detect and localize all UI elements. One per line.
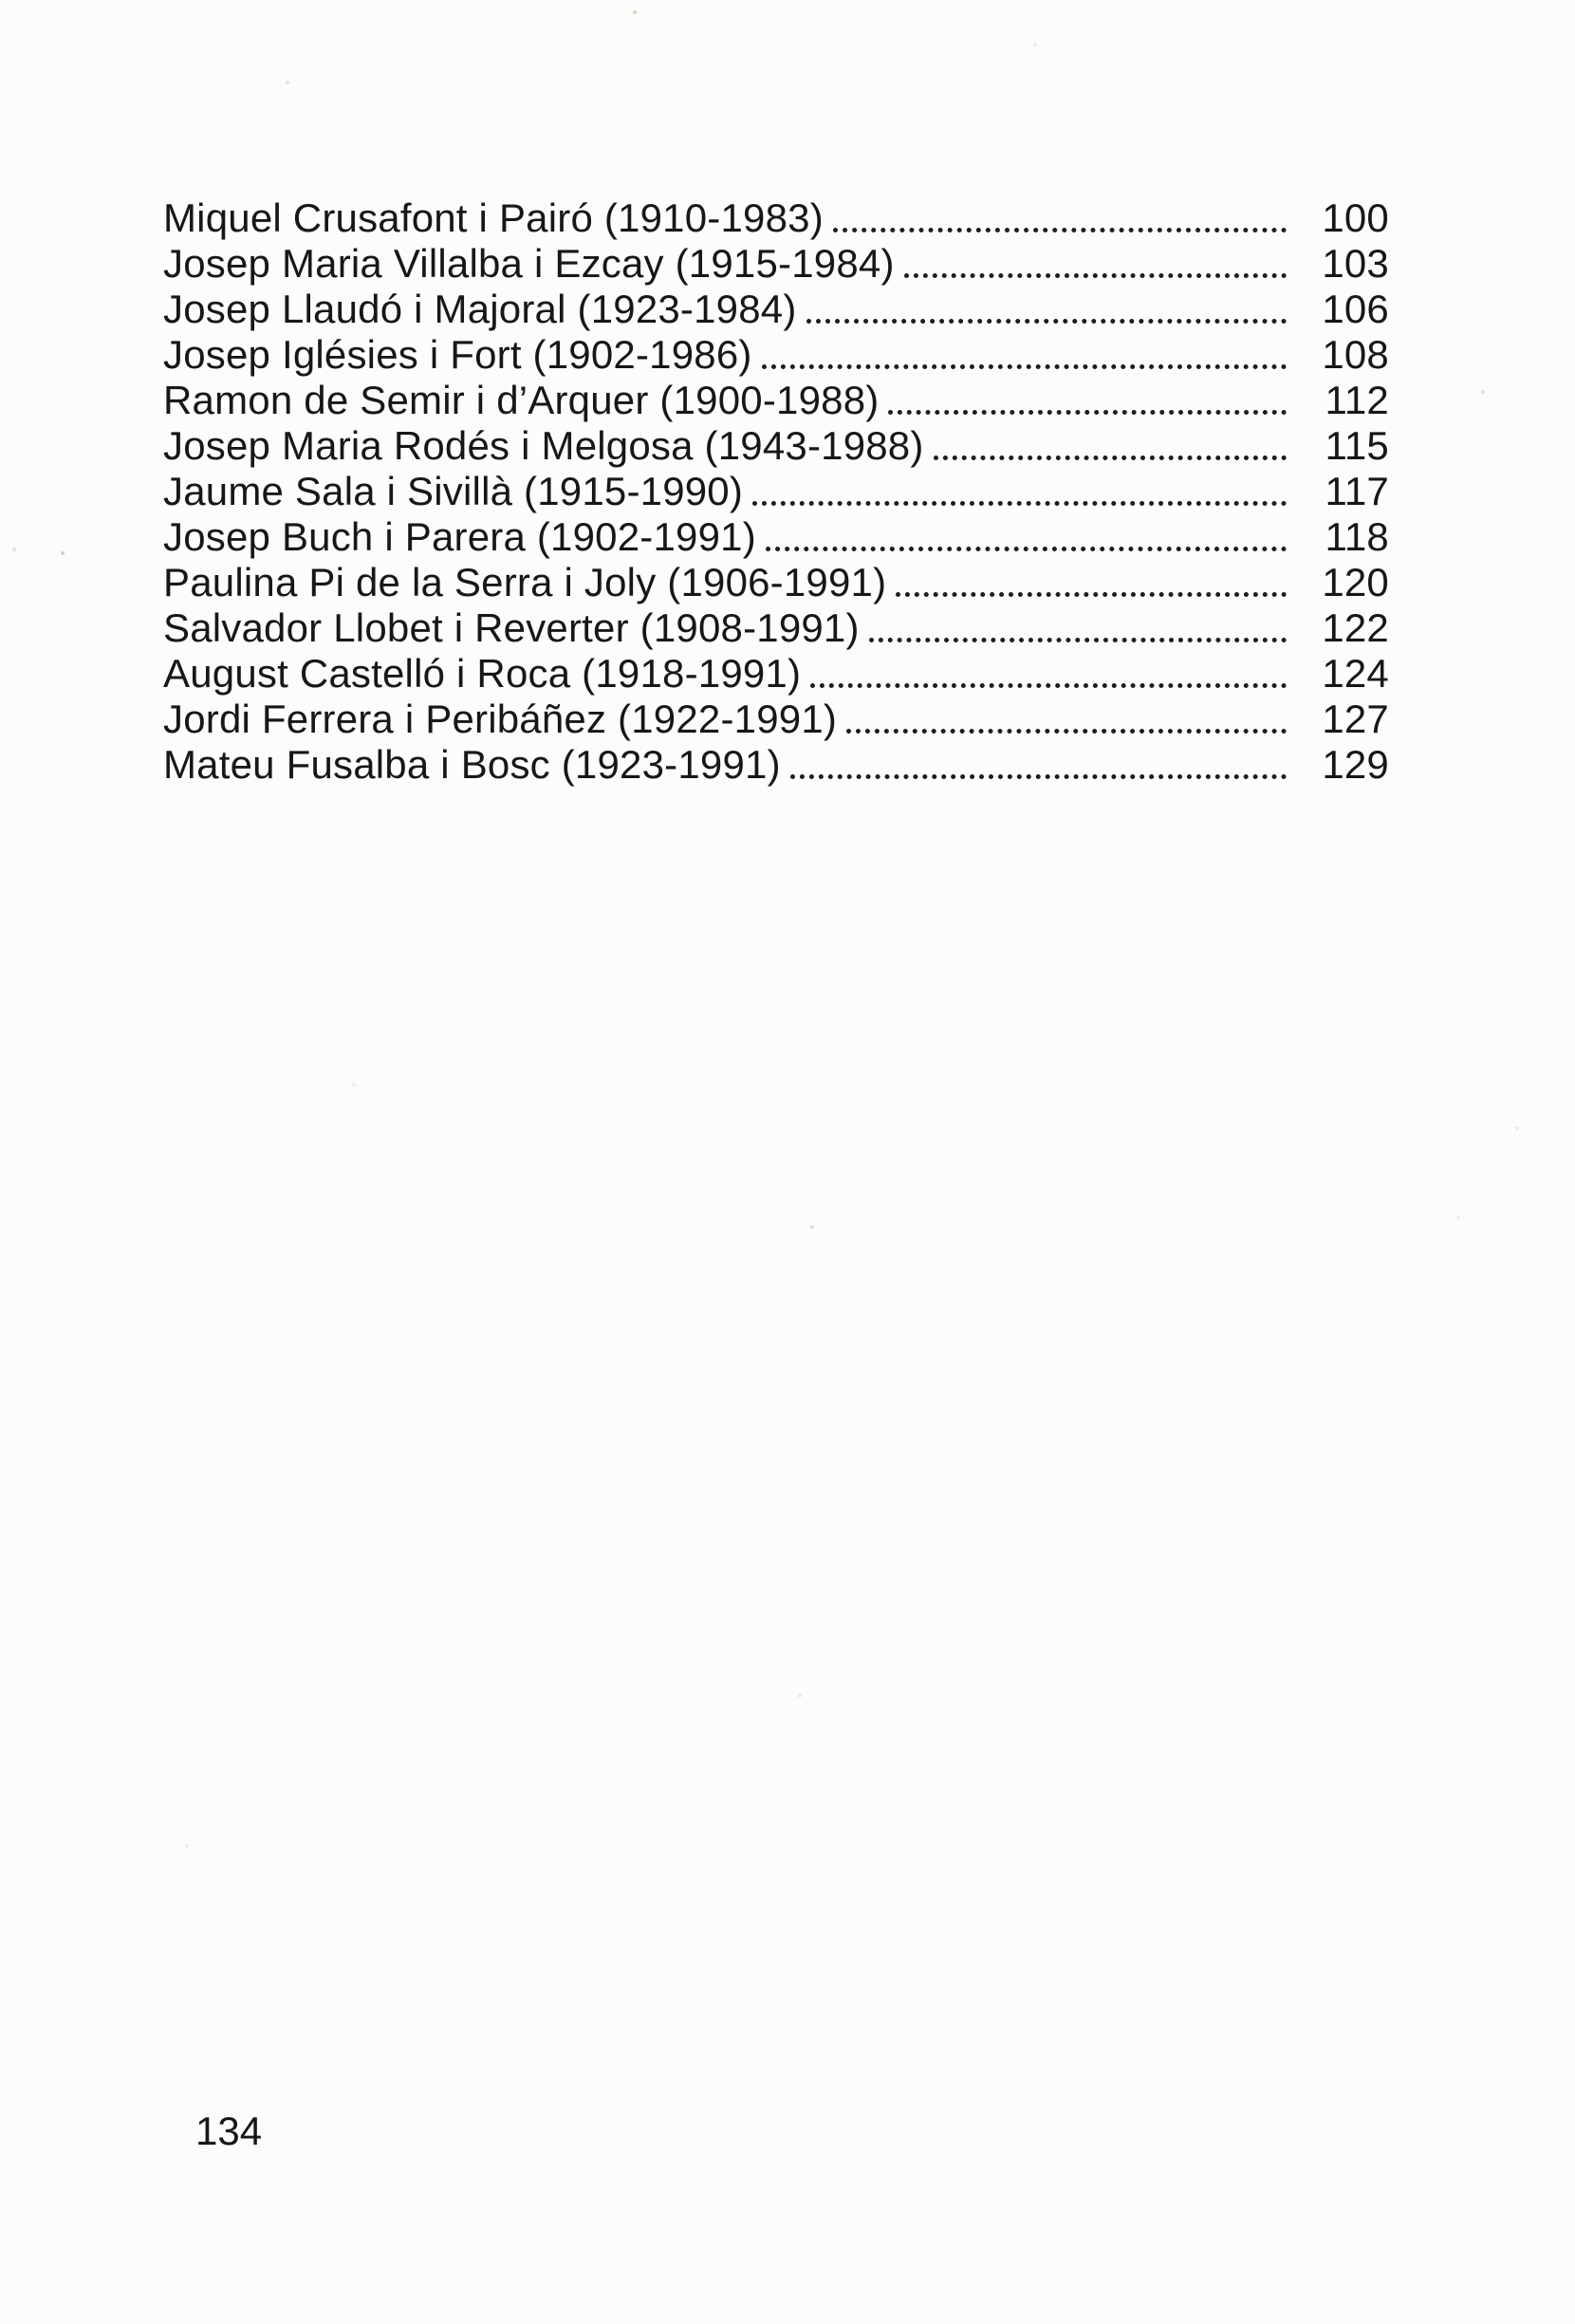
toc-entry-name: Josep Maria Villalba i Ezcay (1915-1984) bbox=[163, 241, 895, 286]
dot-leader bbox=[904, 273, 1287, 278]
toc-entry-name: Paulina Pi de la Serra i Joly (1906-1991) bbox=[163, 560, 887, 604]
toc-entry-page: 103 bbox=[1322, 241, 1389, 286]
toc-entry-name: Jaume Sala i Sivillà (1915-1990) bbox=[163, 469, 744, 513]
toc-entry bbox=[163, 378, 1389, 423]
toc-entry bbox=[163, 560, 1389, 605]
toc-entry-name: Josep Buch i Parera (1902-1991) bbox=[163, 514, 756, 559]
toc-entry-name: Miquel Crusafont i Pairó (1910-1983) bbox=[163, 195, 824, 240]
toc-entry bbox=[163, 697, 1389, 742]
dot-leader bbox=[888, 410, 1287, 415]
toc-entry-name: Josep Iglésies i Fort (1902-1986) bbox=[163, 332, 752, 377]
dot-leader bbox=[752, 501, 1287, 506]
toc-entry-name: Josep Maria Rodés i Melgosa (1943-1988) bbox=[163, 423, 924, 468]
dot-leader bbox=[762, 364, 1287, 369]
toc-entry-name: Salvador Llobet i Reverter (1908-1991) bbox=[163, 605, 860, 650]
toc-entry-name: Mateu Fusalba i Bosc (1923-1991) bbox=[163, 742, 781, 787]
dot-leader bbox=[810, 683, 1287, 688]
dot-leader bbox=[833, 228, 1287, 232]
toc-entry-name: August Castelló i Roca (1918-1991) bbox=[163, 651, 802, 696]
toc-entry bbox=[163, 605, 1389, 651]
toc-entry-page: 117 bbox=[1325, 469, 1389, 513]
toc-entry-page: 112 bbox=[1325, 378, 1389, 422]
toc-entry bbox=[163, 195, 1389, 241]
page-folio-number: 134 bbox=[195, 2109, 263, 2153]
scan-speckles bbox=[0, 0, 2, 2]
toc-entry-page: 108 bbox=[1322, 332, 1389, 377]
toc-entry-page: 118 bbox=[1325, 514, 1389, 559]
toc-entry bbox=[163, 651, 1389, 697]
toc-entry-page: 100 bbox=[1322, 195, 1389, 240]
toc-entry bbox=[163, 332, 1389, 378]
dot-leader bbox=[790, 774, 1287, 779]
toc-entry-page: 120 bbox=[1322, 560, 1389, 604]
toc-entry bbox=[163, 241, 1389, 287]
toc-entry-page: 115 bbox=[1325, 423, 1389, 468]
dot-leader bbox=[846, 729, 1287, 734]
toc-entry-page: 106 bbox=[1322, 287, 1389, 331]
toc-entry bbox=[163, 742, 1389, 788]
toc-entry bbox=[163, 469, 1389, 514]
dot-leader bbox=[896, 592, 1287, 597]
dot-leader bbox=[934, 456, 1287, 460]
toc-entry-name: Jordi Ferrera i Peribáñez (1922-1991) bbox=[163, 697, 838, 741]
toc-entry bbox=[163, 423, 1389, 469]
toc-entry-name: Josep Llaudó i Majoral (1923-1984) bbox=[163, 287, 797, 331]
toc-entry-page: 129 bbox=[1322, 742, 1389, 787]
dot-leader bbox=[869, 638, 1287, 642]
toc-entry-page: 124 bbox=[1322, 651, 1389, 696]
toc-entry bbox=[163, 514, 1389, 560]
toc-list bbox=[163, 195, 1389, 788]
toc-entry-page: 122 bbox=[1322, 605, 1389, 650]
dot-leader bbox=[766, 547, 1287, 551]
toc-entry-page: 127 bbox=[1322, 697, 1389, 741]
toc-entry bbox=[163, 287, 1389, 332]
dot-leader bbox=[806, 319, 1287, 324]
toc-entry-name: Ramon de Semir i d’Arquer (1900-1988) bbox=[163, 378, 880, 422]
